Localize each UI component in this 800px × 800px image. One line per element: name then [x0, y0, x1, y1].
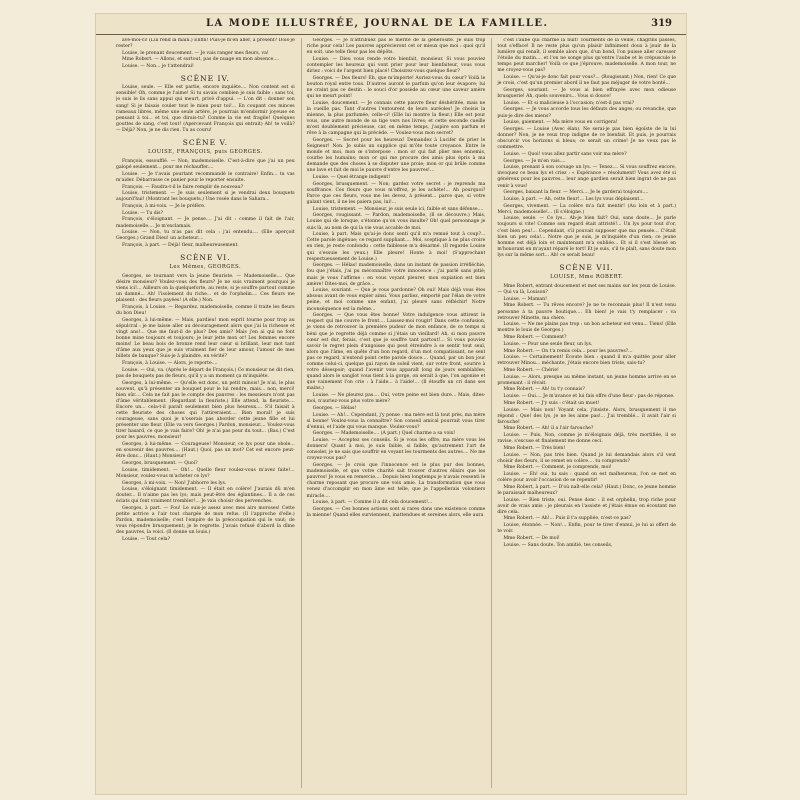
paragraph: Mme Robert. — Comment, je comprends, moi! [503, 465, 612, 471]
scene-heading: SCÈNE V. [182, 138, 228, 147]
paragraph: Louise. — Quoi! vous allez partir sans voir ma mère? [503, 151, 627, 157]
paragraph: Louise, prenant à son corsage un lys. — Tenez.... Si vous souffrez encore, invoquez ce beau lys et criez : « Espérance » résolument! Vous avez été si généreux pour les pauvres... leur ange gardien serait bien ingrat de ne pas venir à vous! [497, 165, 677, 189]
paragraph: Georges. — Je vous accorde tous les défauts des anges; ou revanche, que puis-je dire des miens? [497, 107, 677, 119]
paragraph: Mme Robert. — Allons, et surtout, pas de nuage en mon absence.... [122, 57, 280, 63]
paragraph: Georges, à part. — Fou! Le suis-je assez avec mes airs moroses! Cette petite actrice a l'air tout chargée de mon refus. (Il l'approche d'elle.) Pardon, mademoiselle; c'est l'empire de la préoccupation qui le vaut; de vous répondre brusquement; je le regrette. J'avais refusé d'abord la dîme des pauvres, la voici. (Il donne un louis.) [116, 506, 295, 536]
paragraph: Georges. — Hélas! [312, 405, 357, 411]
paragraph: c'est l'aube qui charme la nuit! Tourments de la veille, chagrins passés, tout s'efface! Il ne reste plus qu'un plaisir infiniment doux à jouir de la lumière qui renaît, il semble alors que, d'un bond, l'on puisse aller caresser l'étoile du matin.... et l'on ne songe plus qu'entre l'aube et le crépuscule le temps peut marcher! Voilà ce que j'éprouve, mademoiselle. A mon tour, ne me croyez-vous pas? [497, 38, 677, 74]
paragraph: Louise. — Non... je t'attendrai! [122, 64, 194, 70]
paragraph: Georges, souriant. — Je vous ai bien effrayée avec mon odieuse brusquerie! Ah, quels souvenirs... Vous si douce! [497, 87, 677, 100]
paragraph: François. — Faudra-t-il le faire remplir de nouveau? [122, 184, 244, 190]
column-2 [301, 38, 486, 788]
paragraph: Georges, vivement. — La colère m'a fait mentir! (Au loin et à part.) Merci, mademoiselle!... (Il s'éloigne.) [497, 203, 677, 215]
paragraph: Georges. — Hélas! mademoiselle, dans un instant de passion irréfléchie, fou que j'étais, j'ai pu méconnaître votre innocence : j'ai parlé sans pitié; mais je vous l'affirme : en vous voyant pleurer, mon expiation est bien amère! Dites-moi, de grâce... [306, 263, 486, 287]
scene-heading: SCÈNE VI. [180, 253, 231, 263]
paragraph: Louise. — Qu'ai-je donc fait pour vous?... (Rougissant.) Non, rien! Ce que je crois, c'est qu'un premier abord il ne faut pas méjuger de votre bonté... [497, 75, 677, 87]
paragraph: Louise, le prenant doucement. — Je vais ranger mes fleurs, va! [122, 50, 269, 56]
paragraph: Louise. — Ne pleurez pas.... Oui, votre peine est bien dure... Mais, dites-moi, n'auriez-vous plus votre mère? [306, 393, 486, 405]
paragraph: Mme Robert. — J'y suis : c'était un muet! [503, 400, 600, 406]
paragraph: Mme Robert. — Chérie! [503, 367, 559, 373]
scene-heading: SCÈNE VII. [559, 263, 614, 272]
paragraph: Mme Robert. — Comment? [503, 335, 567, 341]
paragraph: Louise, seule. — Ce lys... Ah-je bien fait? Oui, sans doute... Je parle toujours si vite! Comme son regard était attristé!... Un lys pour tout d'or, c'est bien peu!... Cependant, s'il pouvait supposer que ma pensée... C'était bien un peu cela!... Notre que je suis, je m'inquiète d'un rien; ce jeune homme est déjà loin et maintenant m'a oubliée... Et si il s'est blessé en m'honorant en m'ayant réparé le tort! Et je suis, s'il te plaît, sans doute mon lys sur la même sort... Ah! ce serait beau! [497, 216, 677, 258]
paragraph: Louise. — Ah!... Cependant, j'y pense : ma mère est là tout près, ma mère si bonne! Voulez-vous la connaître? Son conseil amical pourrait vous tirer d'ennui, et l'aide qui vous manque. Voulez-vous? [306, 412, 486, 430]
paragraph: Louise. — Acceptez ses conseils. Si je vous les offre, ma mère vous les donnera! Quant à moi, je suis faible, si faible, qu'autrement l'art de consoler, je ne sais que souffrir en voyant les tourments des autres.... Ne me croyez-vous pas? [306, 438, 486, 462]
paragraph: Louise, à part. — Ah, cette fleur!... Les lys vous déplaisent... [503, 196, 644, 202]
paragraph: Louise. — Non, pas très bien. Quand je lui demandais alors s'il veut choisir des fleurs, il se remet en colère.... tu comprends? [497, 452, 677, 464]
paragraph: Louise. — Bien triste, oui. Pense donc : il est orphelin, trop riche pour avoir de vrais amis : je pleurais en l'assiste et j'étais émue en écoutant me dire cela. [497, 497, 677, 515]
paragraph: Louise. — Ne me plains pas trop : un bon acheteur est venu... Tiens! (Elle montre le louis de Georges.) [497, 322, 677, 334]
paragraph: Mme Robert. — Ah! tu t'y connais? [503, 387, 585, 393]
paragraph: François, à part. — Déjà! fleur, malheureusement. [122, 242, 239, 248]
paragraph: Louise, tristement. — Monsieur, je suis seule ici, faible et sans défense.... [312, 206, 484, 212]
paragraph: Louise. — Tout cela? [122, 537, 170, 543]
paragraph: Georges, se tournant vers la jeune fleuriste. — Mademoiselle.... Que désire monsieur? Voulez-vous des fleurs? Je ne suis vraiment pourquoi je viens ici!... Ailleurs on la quelqueforte, au reste, si je souffre partout comme un damné... Ah! l'isolement du riche... et de l'orphelin.... Ces fleurs me plaisent : des fleurs payées! (A elle.) Non. [116, 274, 295, 304]
paragraph: Louise, gaiement. — Ma mère vous en corrigera! [503, 120, 618, 126]
text-columns [116, 38, 676, 788]
paragraph: Louise. — Oui, va. (Après le départ de François.) Ce monsieur ne dit rien, pas de bouquets pas de fleurs, qu'il y a un moment ça m'inquiète. [116, 367, 295, 379]
paragraph: Georges, à lui-même. — Qu'elle est donc, un petit minois! Je n'ai, le plus souvent, qu'à présenter un bouquet pour le lui rendre, mais... non, merci! bien sûr.... Cela ne fait pas le compte des pauvres : les messieurs n'ont pas d'âme véritablement. (Regardant la fleuriste.) Elle attend, la fleuriste.... Encore un... cela-t-il paraît seulement bien plus heureux.... S'il faisait à cette fleuriste des choses qui l'attireraient.... Bien moral! je suis courageuse, sans quoi je n'oserais pas aborder cette jeune fille et lui présenter une fleur. (Elle va vers Georges.) Pardon, monsieur.... Voulez-vous tirer hasard, ce que je vais faire? Oh! je n'ai pas peur du tout... (Bas.) C'est pour les pauvres, monsieur! [116, 380, 295, 441]
paragraph: Louise. — Puis, Non, comme je m'éloignais déjà, très mortifiée, il se ravise, s'excuse et finalement me donne ceci. [497, 433, 677, 445]
running-head [96, 14, 686, 35]
paragraph: Louise. — Pour une seule fleur, un lys. [503, 341, 593, 347]
paragraph: Georges. — Je crois que l'innocence est le plus pur des bonnes, mademoiselle, et que votre charité sait trouver d'autres élixirs que les pauvres! Je vous en remercie.... Depuis bien longtemps je n'avais ressenti le charme reposant que procure une voix amie. La transformation que vous venez d'accomplir en mon âme est telle, que je l'appellerais volontiers miracle.... [306, 463, 486, 499]
paragraph: François, à Louise. — Alors, je reporte.... [122, 361, 218, 367]
cast-list: LOUISE, Mme ROBERT. [550, 274, 624, 280]
paragraph: Louise. — Alors, presque au même instant, un jeune homme arrive en se promenant : il rêvait. [497, 374, 677, 386]
paragraph: Louise. — Maman! [503, 296, 547, 302]
paragraph: Mme Robert, entrant doucement et met ses mains sur les yeux de Louise. — Qui va là, Louison? [497, 284, 677, 296]
paragraph: Georges. — Que vous êtes bonne! Votre indulgence vous attirent le respect qui me couvre le front.... Laissez-moi rougir! Dans cette confusion, je viens de retrouver la première pudeur de mon enfance, de ce temps si béni que je regrette déjà comme si j'étais un vieillard! Ah, si mon pauvre cœur est dur, ferais, c'est que je souffre tant partout!... Si vous pouviez savoir le regret plein d'angoisse qui peut étreindre à se sentir tout seul, alors que l'âme, en quête d'un bon regard, d'un mot compatissant, ne sent pas ce regard, n'entend point cette parole douce.... Quand, par un bon jour comme celui-ci, quelque gai rayon de soleil vient, sur votre front, sourire à votre désespoir; quand l'avenir vous apparaît long de jours semblables; quand alors le sanglot vous tient à la gorge, on serait à que, l'on agonise et que vainement l'on crie : à l'aide... à l'aide!... (Il étouffe un cri dans ses mains.) [306, 313, 486, 392]
column-3 [491, 38, 676, 788]
cast-list: LOUISE, FRANÇOIS, puis GEORGES. [148, 149, 263, 155]
paragraph: Georges, à lui-même. — Courageuse! Monsieur, ce lys pour une obole... en souvenir des pauvres.... (Haut.) Quoi, pas un mot? Cet est encore peut-être donc... (Haut.) Monsieur! [116, 442, 295, 460]
paragraph: François, s'éloignant. — Je pense.... J'ai dit : comme il fait de l'air, mademoiselle.... Je m'exclamais. [116, 217, 295, 229]
paragraph: François, à Louise. — Regardez, mademoiselle, comme il traite les fleurs du bon Dieu! [116, 305, 295, 317]
paragraph: Georges, à lui-même. — Mais, pardieu! mon esprit tourne pour trop au sépulcral : je me laisse aller au découragement alors que j'ai la richesse et vingt ans!... Que me faut-il de plus? Des amis? Mais j'en ai qui ne font bonne mine toujours et toujours; je leur jette mon or! Les femmes encore moins! Le beau bois de bronze rend leur cœur si brillant, leur mot tant d'âme aux yeux que je suis vraiment fier de leur amour, l'amour de mes billets de banque? Suis-je à plaindre, en vérité? [116, 317, 295, 360]
page-number: 319 [651, 18, 672, 29]
paragraph: Mme Robert. — Ah!... Puis il t'a suppliée, n'est-ce pas? [503, 516, 631, 522]
journal-title: LA MODE ILLUSTRÉE, JOURNAL DE LA FAMILLE. [206, 18, 549, 29]
paragraph: Louise. — Dieu vous rende votre bienfait, monsieur. Si vous pouviez contempler les heureux qui vont prier pour leur bienfaiteur, vous vous diriez : voici de l'argent bien placé! Choisirez-vous quelque fleur? [306, 56, 486, 75]
paragraph: Louise. — Tu dis? [122, 210, 164, 216]
cast-list: Les Mêmes, GEORGES. [169, 264, 242, 271]
paragraph: Georges, baisant la fleur. — Merci.... Je le garderai toujours.... [503, 190, 649, 196]
paragraph: Louise. — Et si malicieuse à l'occasion; n'est-il pas vrai? [503, 100, 635, 106]
paragraph: Mme Robert. — De moi! [503, 535, 560, 541]
paragraph: Georges. — Je m'en vais.... [503, 158, 566, 164]
paragraph: Georges, rougissant. — Pardon, mademoiselle, (Il se découvre.) Mais, Louise qui de lorsque, s'étonne qu'on vous insulte? Oh! quel personnage je suis là, au nom de qui la vie vous accable de moi. [306, 213, 486, 231]
paragraph: Georges. — Ces bonnes actions sont si rares dans une existence comme la mienne! Quand elles surviennent, inattendues et sereines alors, elle aura [306, 506, 486, 518]
paragraph: Georges, à mi-voix. — Non! J'abhorre les lys. [122, 480, 227, 486]
paragraph: Mme Robert. — Ah! il a l'air farouche? [503, 426, 594, 432]
paragraph: Georges. — Secret pour les heureux! Demandez à Lucifer de prier le Seigneur! Non. Je subis un supplice qui m'ôte toute croyance. Entre le monde et moi, mon œ s'interpose : mon or qui fait plier mes ennemis, courbe les humains; mon or qui me procure des amis plus épris à ma demande que des choses à se disputer une proie; mon or qui brûle comme une lave et fait de moi le pauvre d'entre les pauvres!... [306, 137, 486, 174]
scene-heading: SCÈNE IV. [180, 74, 230, 84]
paragraph: François, essoufflé. — Non, mademoiselle. C'est-à-dire que j'ai un peu galopé seulement... pour me réchauffer.... [116, 159, 295, 171]
paragraph: Louise. — Mais non! Voyant cela, j'insiste. Alors, brusquement il me répond : Que! des lys, je ne les aime pas!... J'ai tremblé... il avait l'air si farouche! [497, 407, 677, 425]
newspaper-page [96, 14, 686, 794]
paragraph: Mme Robert, à part. — D'où naît-elle cela? (Haut.) Donc, ce jeune homme le paraissait malheureux? [497, 484, 677, 496]
paragraph: ave-moi-ci! (Lui rend la main.) Enfin! Puis-je m'en aller, à présent? Dois-je rester? [116, 38, 295, 50]
paragraph: Louise, étonnée. — Non!... Enfin, pour te tirer d'ennui, je lui ai offert de te voir. [497, 523, 677, 535]
paragraph: Louise. — Sans doute. Ton amitié, tes conseils, [503, 542, 613, 548]
paragraph: Mme Robert. — Très bien! [503, 445, 566, 451]
paragraph: Mme Robert. — Tu rêves encore? Je ne te reconnais plus! Il n'est venu personne à ta pauvre boutique.... Eh bien! je vais t'y remplacer : va retrouver Minette, ma chère. [497, 303, 677, 321]
paragraph: Louise, tristement. — Je suis seulement si je vendrai deux bouquets aujourd'hui! (Montrant les bouquets.) Une rosée dans le Sahara... [116, 191, 295, 203]
paragraph: Mme Robert. — On t'a remis cela... pour les pauvres?... [503, 348, 633, 354]
paragraph: Louise. — Quel étrange indigent! [312, 175, 391, 181]
paragraph: Louise, timidement. — Oh!... Quelle fleur voulez-vous m'avez faite!... Monsieur, voulez-vous m'acheter ce lys? [116, 467, 295, 479]
paragraph: Georges. — Louise (Avec élan). Ne serai-je pas bien égoïste de la lui donner? Non, je ne veux trop indigne de ce bienfait. Et puis, je pourrais obscurcir vos horizons si bleus; ce serait un crime! Je ne veux pas le commettre. [497, 126, 677, 151]
paragraph: Louise. — Eh! oui, tu sais : quand on est malheureux, l'on se met en colère pour avoir l'occasion de se repentir! [497, 472, 677, 484]
column-1 [116, 38, 295, 788]
paragraph: Louise. — Je t'avais pourtant recommandé le contraire! Enfin... tu vas m'aider. Débarrasse ce panier pour le reporter ensuite. [116, 171, 295, 183]
paragraph: Louise, seule. — Elle est partie, encore inquiète.... Non content est si sensible! Oh, comme je l'aime! Si tu savais combien je suis faible : sans toi, je suis le lis sans appui qui meurt, privé d'appui. — L'on dit : donner son sang! Si je faisais couler tout le mien pour toi!... En coupant ces minces rameaux libres, même une seule artère, je pourrais m'endormir joyeuse en pensant à toi... et toi, que dirais-tu? Comme la vie est fragile! Quelques gouttes de sang, c'est tout! (Apercevant François qui entrait) Ah! te voilà? — Déjà? Non, je ne dis rien. Tu as couru! [116, 85, 295, 133]
paragraph: Louise. — Certainement! Écoute bien : quand il m'a quittée pour aller retrouver Minou... méchante, j'étais encore bien triste, sais-tu? [497, 355, 677, 367]
paragraph: Georges, brusquement. — Non; gardez votre secret : je reprends ma souffrance. Ces fleurs que vous m'offrez, je les achète!... Ah pourquoi? Parce que ces fleurs, vous me les devez, à présent... parce que, si votre galant vient, il ne les paiera pas, lui!... [306, 181, 486, 205]
paragraph: Louise, souriant. — Que je vous pardonne? Oh oui! Mais déjà vous êtes absous avant de vous expier ainsi. Vous parliez, emporté par l'élan de votre peine, et moi comme une enfant, j'ai pleuré sans réfléchir! Notre inconséquence est la même... [306, 288, 486, 312]
paragraph: Georges. — Des fleurs! Eh, que m'importe! Auriez-vous du cœur? Voilà le bouton royal entre tous. D'autres auront le parfum qu'on leur évapore; lui ne craint pas ce destin : le souci d'or possède au cœur une saveur amère qui ne meurt point! [306, 75, 486, 100]
paragraph: Louise, à part. — Comme il a dit cela doucement!... [312, 500, 433, 506]
paragraph: Louise. — Non, tu n'as pas dit cela : j'ai entendu.... (Elle aperçoit Georges.) Grand Dieu! un acheteur.... [116, 230, 295, 242]
paragraph: Louise, doucement. — Je connais cette pauvre fleur déshéritée, mais ne la cueille pas. Tant d'autres l'entourent de leurs auréoles! Je choisis la mienne, la plus parfumée, celle-ci! (Elle lui montre la fleur.) Elle est pour vous, une autre monde de sa tige vers nos livres; et cette seconde cueille m'est doublement précieuse, car, en même temps, j'aspire son parfum et rêve à la campagne qui la précède. — Voulez-vous mon secret? [306, 100, 486, 137]
paragraph: Georges, brusquement. — Quoi? [122, 461, 198, 467]
paragraph: Louise, à part. Mais qu'ai-je donc senti qu'il m'a remué tout à coup?... Cette parole ingénue; ce regard suppliant.... Moi, sceptique à ne plus croire en rien, je reste confondu : cette faiblesse m'a désarmé. (Il regarde Louise qui s'essuie les yeux.) Elle pleure! Honte à moi! (S'approchant respectueusement de Louise.) [306, 232, 486, 262]
paragraph: Louise, s'éloignant timidement. — Il était en colère! J'aurais dû m'en douter... Il n'aime pas les lys; mais peut-être des églantines... Il a de ces éclats qui font vraiment trembler!... Je vais choisir des pervenches. [116, 487, 295, 505]
paragraph: François, à mi-voix. — Je le préfère. [122, 204, 206, 210]
paragraph: Louise. — Oui.... Je m'avance et lui fais offre d'une fleur : pas de réponse. [503, 394, 675, 400]
paragraph: Georges. — Je n'attribuez pas le mérite de la générosité. Je suis trop riche pour cela! Les pauvres apprécieront cet or mieux que moi : quoi qu'il en soit, une telle fleur pas les dépôts. [306, 38, 486, 56]
paragraph: Georges. — Mademoiselle.... (A part.) Quel charme a sa voix! [312, 431, 456, 437]
